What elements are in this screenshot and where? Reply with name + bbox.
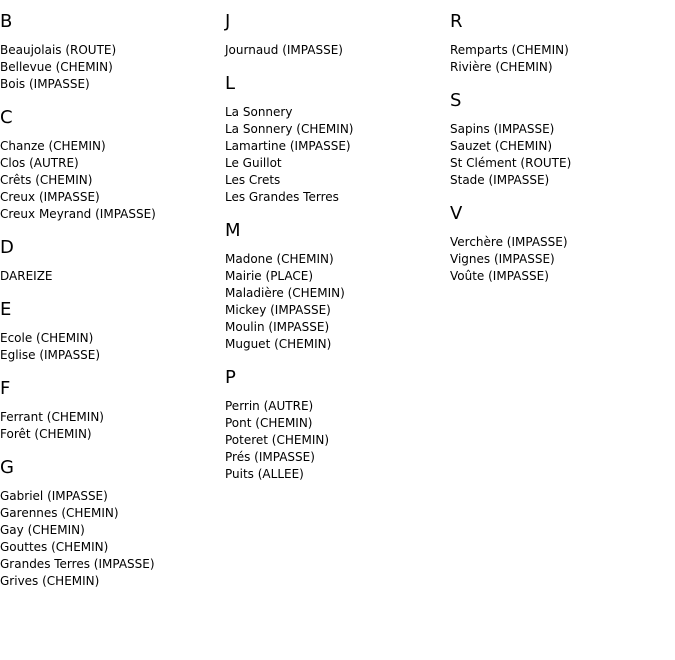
- letter-heading: G: [0, 457, 14, 478]
- street-item: Mickey (IMPASSE): [225, 303, 331, 317]
- street-item: Prés (IMPASSE): [225, 450, 315, 464]
- letter-group: [450, 79, 672, 192]
- street-item: Moulin (IMPASSE): [225, 320, 330, 334]
- street-list: [225, 95, 447, 206]
- street-item: Vignes (IMPASSE): [450, 252, 555, 266]
- street-item: Muguet (CHEMIN): [225, 337, 332, 351]
- index-column-1: [0, 0, 222, 593]
- street-item: Poteret (CHEMIN): [225, 433, 330, 447]
- street-item: Sauzet (CHEMIN): [450, 139, 552, 153]
- street-item: Bellevue (CHEMIN): [0, 60, 113, 74]
- street-item: Les Crets: [225, 173, 281, 187]
- letter-heading: R: [450, 11, 463, 32]
- street-list: [0, 479, 222, 590]
- street-item: Grives (CHEMIN): [0, 574, 100, 588]
- street-item: Creux (IMPASSE): [0, 190, 100, 204]
- street-list: [0, 129, 222, 223]
- letter-heading: V: [450, 203, 463, 224]
- letter-group: [225, 62, 447, 209]
- letter-heading: M: [225, 220, 241, 241]
- street-item: Gouttes (CHEMIN): [0, 540, 109, 554]
- letter-group: [225, 356, 447, 486]
- street-list: [450, 112, 672, 189]
- street-item: Remparts (CHEMIN): [450, 43, 569, 57]
- street-list: [0, 321, 222, 364]
- street-item: Ecole (CHEMIN): [0, 331, 94, 345]
- street-item: Ferrant (CHEMIN): [0, 410, 104, 424]
- letter-group: [225, 0, 447, 62]
- letter-heading: B: [0, 11, 13, 32]
- street-item: Gabriel (IMPASSE): [0, 489, 108, 503]
- letter-group: [450, 192, 672, 288]
- street-list: [225, 389, 447, 483]
- street-item: Mairie (PLACE): [225, 269, 314, 283]
- street-item: Crêts (CHEMIN): [0, 173, 93, 187]
- street-item: St Clément (ROUTE): [450, 156, 572, 170]
- letter-heading: L: [225, 73, 236, 94]
- street-item: La Sonnery (CHEMIN): [225, 122, 354, 136]
- street-list: [450, 225, 672, 285]
- street-list: [450, 33, 672, 76]
- letter-group: [0, 367, 222, 446]
- street-item: Grandes Terres (IMPASSE): [0, 557, 155, 571]
- street-item: Lamartine (IMPASSE): [225, 139, 351, 153]
- letter-group: [0, 96, 222, 226]
- letter-group: [0, 446, 222, 593]
- street-list: [225, 33, 447, 59]
- street-item: Forêt (CHEMIN): [0, 427, 92, 441]
- letter-heading: P: [225, 367, 236, 388]
- street-item: Pont (CHEMIN): [225, 416, 313, 430]
- street-item: Gay (CHEMIN): [0, 523, 85, 537]
- letter-group: [0, 288, 222, 367]
- street-item: Madone (CHEMIN): [225, 252, 334, 266]
- street-item: Voûte (IMPASSE): [450, 269, 549, 283]
- street-item: Rivière (CHEMIN): [450, 60, 553, 74]
- letter-heading: E: [0, 299, 12, 320]
- street-item: Creux Meyrand (IMPASSE): [0, 207, 156, 221]
- street-item: Perrin (AUTRE): [225, 399, 314, 413]
- street-list: [0, 259, 222, 285]
- street-item: Maladière (CHEMIN): [225, 286, 345, 300]
- street-list: [0, 400, 222, 443]
- street-item: Stade (IMPASSE): [450, 173, 550, 187]
- group-spacer: [0, 590, 222, 593]
- group-spacer: [450, 285, 672, 288]
- street-item: La Sonnery: [225, 105, 293, 119]
- letter-group: [0, 226, 222, 288]
- index-column-3: [450, 0, 672, 288]
- letter-heading: S: [450, 90, 462, 111]
- street-item: Bois (IMPASSE): [0, 77, 90, 91]
- street-item: Les Grandes Terres: [225, 190, 339, 204]
- street-item: Beaujolais (ROUTE): [0, 43, 117, 57]
- street-item: Clos (AUTRE): [0, 156, 79, 170]
- letter-group: [225, 209, 447, 356]
- street-item: Journaud (IMPASSE): [225, 43, 343, 57]
- street-item: Puits (ALLEE): [225, 467, 304, 481]
- street-item: Eglise (IMPASSE): [0, 348, 101, 362]
- group-spacer: [225, 483, 447, 486]
- street-item: Garennes (CHEMIN): [0, 506, 119, 520]
- street-item: Chanze (CHEMIN): [0, 139, 106, 153]
- street-list: [0, 33, 222, 93]
- letter-heading: C: [0, 107, 13, 128]
- letter-heading: D: [0, 237, 14, 258]
- street-item: Verchère (IMPASSE): [450, 235, 568, 249]
- street-item: DAREIZE: [0, 269, 53, 283]
- street-list: [225, 242, 447, 353]
- letter-heading: F: [0, 378, 11, 399]
- street-item: Le Guillot: [225, 156, 282, 170]
- index-column-2: [225, 0, 447, 486]
- street-item: Sapins (IMPASSE): [450, 122, 555, 136]
- letter-heading: J: [225, 11, 231, 32]
- letter-group: [450, 0, 672, 79]
- letter-group: [0, 0, 222, 96]
